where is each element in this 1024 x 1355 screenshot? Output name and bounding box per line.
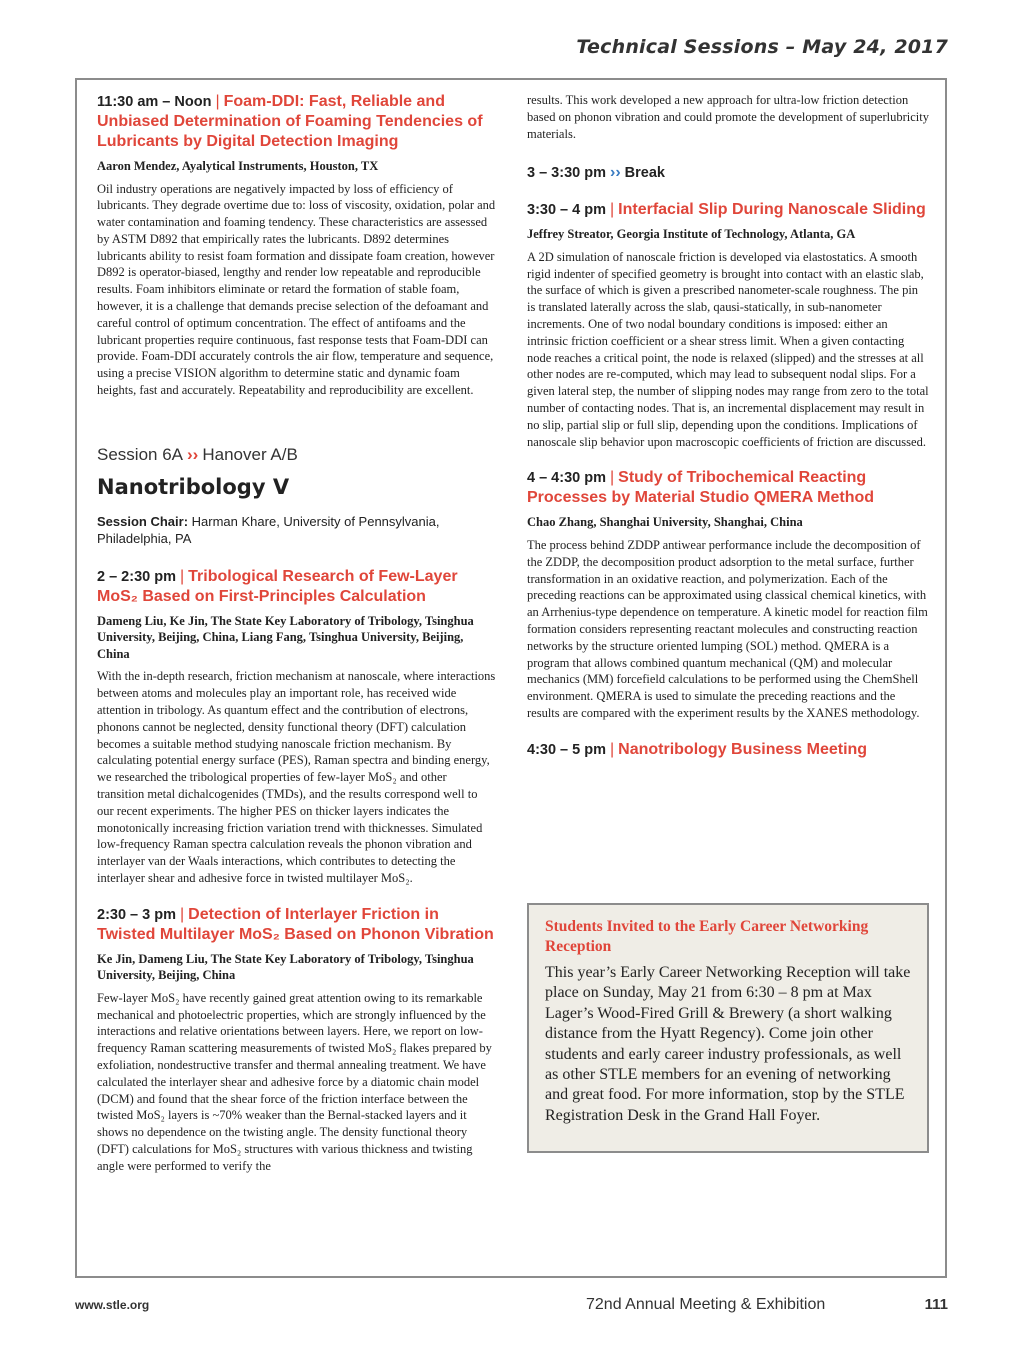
talk-title: Nanotribology Business Meeting xyxy=(618,740,868,758)
break-time: 3 – 3:30 pm xyxy=(527,165,606,182)
networking-reception-sidebar xyxy=(527,903,929,1153)
talk-authors: Aaron Mendez, Ayalytical Instruments, Houston, TX xyxy=(97,159,379,173)
chevron-right-icon: ›› xyxy=(187,444,199,464)
talk-time: 2 – 2:30 pm xyxy=(97,568,176,585)
break-line xyxy=(527,164,929,182)
talk-title: Interfacial Slip During Nanoscale Sliding xyxy=(618,201,926,219)
talk-title: Study of Tribochemical Reacting Processes by Material Studio QMERA Method xyxy=(527,469,875,507)
separator: | xyxy=(610,469,615,487)
right-column xyxy=(527,92,929,778)
separator: | xyxy=(180,567,185,585)
talk-authors: Jeffrey Streator, Georgia Institute of Technology, Atlanta, GA xyxy=(527,227,856,242)
talk-foam-ddi xyxy=(97,92,497,399)
session-code: 6A xyxy=(162,444,184,464)
chevron-right-icon: ›› xyxy=(610,164,621,182)
talk-abstract: A 2D simulation of nanoscale friction is developed via elastostatics. A smooth rigid indenter of specified geometry is brought into contact with an elastic slab, the surface of which is given a prescribed nanometer-scale roughness. The pin is translated laterally across the slab, qausi-statically, in sub-nanometer increments. One of two nodal boundary conditions is imposed: either an intrinsic friction coefficient or a shear stress limit. When a given contacting node reaches a critical point, the node is relaxed (slipped) and the stresses at all other nodes are re-computed, which may lead to subsequent nodal slips. For a given lateral step, the number of slipping nodes may range from zero to the total number of contacting nodes. That is, an incremental displacement may result in no slip, partial slip or full slip, depending upon the conditions. Implications of nanoscale slip behavior upon macroscopic coefficients of friction are discussed. xyxy=(527,249,929,449)
separator: | xyxy=(610,740,615,758)
separator: | xyxy=(610,201,615,219)
talk-tribochemical xyxy=(527,468,929,721)
page-number: 111 xyxy=(924,1296,948,1313)
talk-abstract: Oil industry operations are negatively impacted by loss of efficiency of lubricants. They degrade overtime due to: loss of viscosity, oxidation, polar and water contamination and foaming tendency. These characteristics are assessed by ASTM D892 that empirically rates the lubricants. D892 determines lubricants ability to resist foam formation and dissipate foam creation, however D892 is operator-biased, lengthy and render low repeatable and reproducible results. Foam inhibitors eliminate or retard the formation of stable foam, however, it is a challenge that demands precise selection of the defoamant and careful control of optimum concentration. The effect of antifoams and the lubricant properties require continuous, fast response tests that Foam-DDI can provide. Foam-DDI accurately controls the air flow, temperature and sequence, using a precise VISION algorithm to determine static and dynamic foam heights, fast and accurately. Repeatability and reproducibility are excellent. xyxy=(97,181,496,398)
talk-time: 4:30 – 5 pm xyxy=(527,741,606,758)
session-chair-name: Harman Khare, University of Pennsylvania, Philadelphia, PA xyxy=(97,513,440,546)
separator: | xyxy=(215,93,220,110)
left-column xyxy=(97,92,497,1192)
talk-time: 3:30 – 4 pm xyxy=(527,202,606,219)
talk-mos2-first-principles xyxy=(97,567,497,887)
talk-authors: Dameng Liu, Ke Jin, The State Key Laboratory of Tribology, Tsinghua University, Beijing, China, Liang Fang, Tsinghua University, Beijing, China xyxy=(97,613,474,661)
footer-event: 72nd Annual Meeting & Exhibition xyxy=(586,1296,826,1313)
talk-abstract: Few-layer MoS₂ have recently gained great attention owing to its remarkable mechanical and photoelectric properties, which are strongly influenced by the interactions and relative orientations between layers. Here, we report on low-frequency Raman scattering measurements of twisted MoS₂ flakes prepared by exfoliation, nondestructive transfer and thermal annealing treatment. We have calculated the interlayer shear and adhesive force by a diatomic chain model (DCM) and found that the shear force of the friction interface between the twisted MoS₂ layers is ~70% weaker than the Bernal-stacked layers and it shows no dependence on the twisting angle. The density functional theory (DFT) calculations for MoS₂ structures with various thickness and twisting angle were performed to verify the xyxy=(97,990,492,1173)
footer-url: www.stle.org xyxy=(75,1298,150,1312)
session-room: Hanover A/B xyxy=(202,444,298,464)
talk-time: 11:30 am – Noon xyxy=(97,94,212,110)
session-chair-label: Session Chair: xyxy=(97,513,189,529)
talk-title: Tribological Research of Few-Layer MoS₂ Based on First-Principles Calculation xyxy=(97,567,458,605)
abstract-continuation: results. This work developed a new approach for ultra-low friction detection based on phonon vibration and could promote the development of superlubricity materials. xyxy=(527,93,929,141)
talk-abstract: The process behind ZDDP antiwear performance include the decomposition of the ZDDP, the decomposition product adsorption to the metal surface, further transformation in an oxidative reaction, and polymerization. Each of the preceding reactions can be approximated using classical chemical kinetics, with an Arrhenius-type dependence on temperature. A kinetic model for reaction film formation considers representing reactant molecules and constructing reaction networks by the structure oriented lumping (SOL) method. QMERA is a program that allows combined quantum mechanical (QM) and molecular mechanics (MM) forcefield calculations to be performed using the ChemShell environment. QMERA is used to simulate the preceding reactions and the results are compared with the experiment results by the XANES methodology. xyxy=(527,537,928,720)
session-chair xyxy=(97,513,497,547)
talk-interlayer-friction xyxy=(97,905,497,1175)
page-header-title: Technical Sessions – May 24, 2017 xyxy=(576,36,948,58)
talk-business-meeting xyxy=(527,740,929,760)
talk-authors: Chao Zhang, Shanghai University, Shanghai, China xyxy=(527,515,803,530)
talk-title: Foam-DDI: Fast, Reliable and Unbiased Determination of Foaming Tendencies of Lubricants by Digital Detection Imaging xyxy=(97,93,483,150)
talk-interfacial-slip xyxy=(527,200,929,450)
talk-title: Detection of Interlayer Friction in Twisted Multilayer MoS₂ Based on Phonon Vibration xyxy=(97,905,494,943)
session-prefix: Session xyxy=(97,444,158,464)
talk-abstract: With the in-depth research, friction mechanism at nanoscale, where interactions between atoms and molecules play an important role, has received wide attention in tribology. As quantum effect and the contribution of electrons, phonons cannot be neglected, density functional theory (DFT) calculation becomes a suitable method studying nanoscale friction mechanism. By calculating potential energy surface (PES), Raman spectra and binding energy, we researched the tribological properties of few-layer MoS₂ and other transition metal dichalcogenides (TMDs), and the results correspond well to our recent experiments. The higher PES on thicker layers indicates the monotonically increasing friction variation trend with thicknesses. Simulated low-frequency Raman spectra calculation reveals the phonon vibration and interlayer van der Waals interactions, which contributes to detecting the interlayer shear and adhesive force in twisted multilayer MoS₂. xyxy=(97,669,496,885)
talk-time: 2:30 – 3 pm xyxy=(97,906,176,923)
sidebar-body: This year’s Early Career Networking Reception will take place on Sunday, May 21 from 6:30 – 8 pm at Max Lager’s Wood-Fired Grill & Brewery (a short walking distance from the Hyatt Regency). Come join other students and early career industry professionals, as well as other STLE members for an evening of networking and great food. For more information, stop by the STLE Registration Desk in the Grand Hall Foyer. xyxy=(545,964,911,1124)
session-line xyxy=(97,445,497,465)
session-title: Nanotribology V xyxy=(97,474,290,499)
sidebar-title: Students Invited to the Early Career Networking Reception xyxy=(545,918,869,955)
break-label: Break xyxy=(624,165,665,182)
talk-time: 4 – 4:30 pm xyxy=(527,470,606,487)
talk-authors: Ke Jin, Dameng Liu, The State Key Laboratory of Tribology, Tsinghua University, Beijing, China xyxy=(97,951,474,983)
separator: | xyxy=(180,905,185,923)
